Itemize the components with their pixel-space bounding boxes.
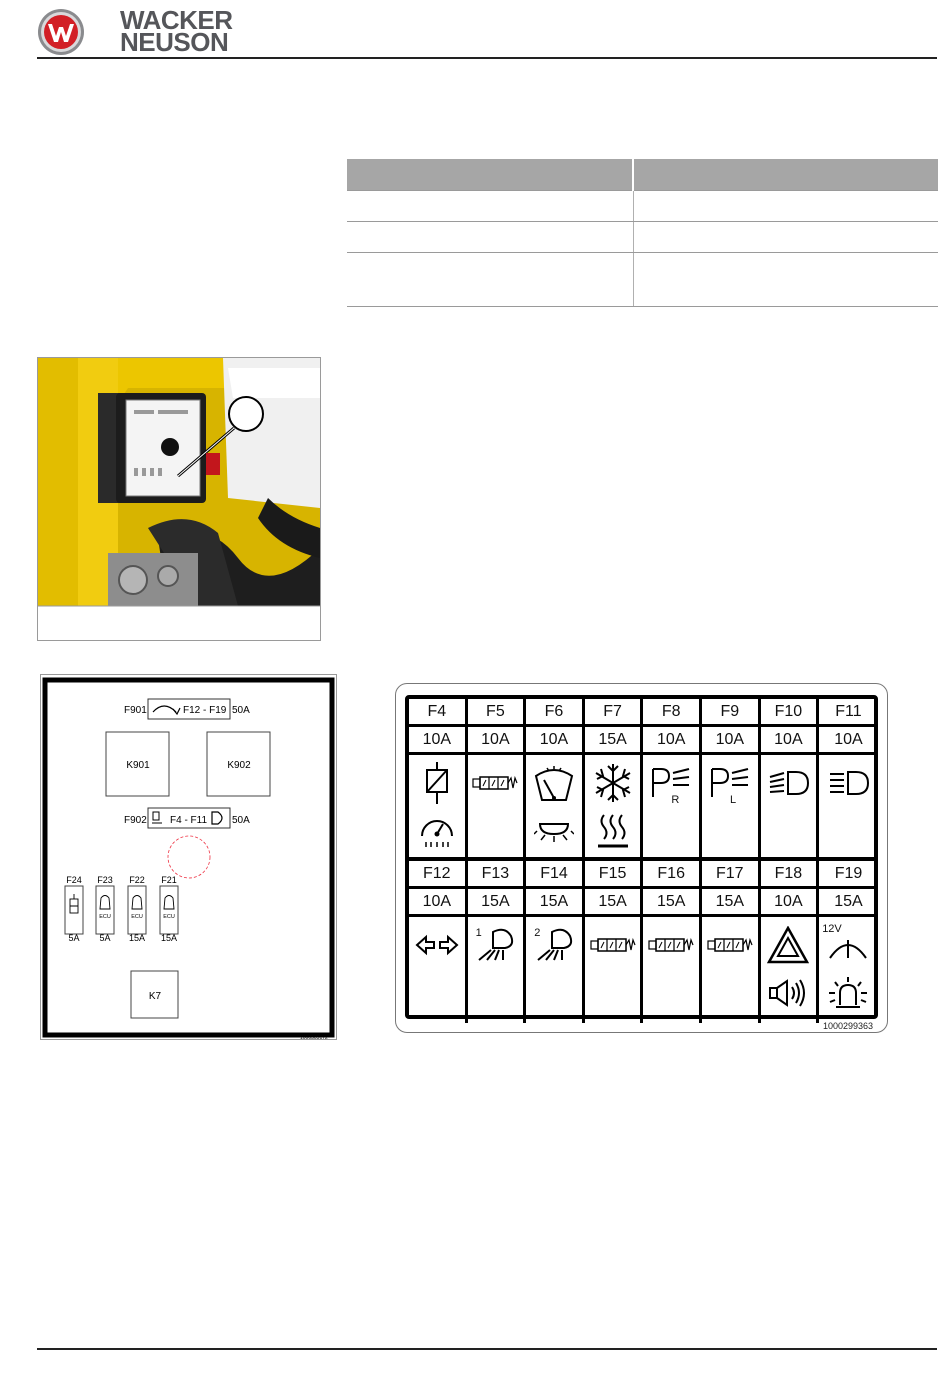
table-cell xyxy=(633,190,938,221)
fuse-rating: 10A xyxy=(819,727,878,755)
fuse-symbols xyxy=(819,921,878,1023)
fuse-f8 xyxy=(643,699,702,861)
fuse-number: F13 xyxy=(468,861,524,889)
main-fuse-2-range: F4 - F11 xyxy=(170,815,208,826)
fuse-f18 xyxy=(761,861,820,1023)
table-row xyxy=(347,252,938,306)
fuse-f19 xyxy=(819,861,878,1023)
fuse-symbols xyxy=(468,921,524,1023)
fuse-f11 xyxy=(819,699,878,861)
spec-table xyxy=(347,159,938,307)
fuse-number: F5 xyxy=(468,699,524,727)
main-fuse-1-amp: 50A xyxy=(232,705,250,716)
fuse-f12 xyxy=(409,861,468,1023)
fuse-symbols xyxy=(761,921,817,1023)
interior-light-icon xyxy=(526,807,582,855)
table-cell xyxy=(347,190,633,221)
valve-icon xyxy=(468,759,524,807)
svg-text:ECU: ECU xyxy=(99,914,111,920)
table-header-cell xyxy=(347,159,633,190)
fuse-symbol-tag: R xyxy=(671,794,680,806)
fuse-f9 xyxy=(702,699,761,861)
header-rule xyxy=(37,57,937,59)
table-header-cell xyxy=(633,159,938,190)
fuse-f6 xyxy=(526,699,585,861)
fuse-symbol-tag: 2 xyxy=(534,927,541,939)
table-row xyxy=(347,190,938,221)
fuse-number: F4 xyxy=(409,699,465,727)
fuse-symbols xyxy=(643,921,699,1023)
fuse-number: F7 xyxy=(585,699,641,727)
fuse-symbols xyxy=(585,921,641,1023)
fuse-symbol-tag: 1 xyxy=(475,927,482,939)
table-cell xyxy=(633,221,938,252)
table-cell xyxy=(347,221,633,252)
fuse-rating: 10A xyxy=(761,727,817,755)
fuse-symbols xyxy=(643,759,699,861)
svg-text:15A: 15A xyxy=(128,933,146,943)
svg-text:5A: 5A xyxy=(99,933,111,943)
main-fuse-1-label: F901 xyxy=(124,705,147,716)
fuse-symbols xyxy=(819,759,878,861)
fuse-symbol-tag: L xyxy=(730,794,737,806)
high-beam-icon xyxy=(819,759,878,807)
fuse-f16 xyxy=(643,861,702,1023)
gauge-icon xyxy=(409,807,465,855)
fuse-number: F12 xyxy=(409,861,465,889)
relay-k902: K902 xyxy=(227,760,251,771)
brand-wordmark xyxy=(120,5,233,57)
main-fuse-1-range: F12 - F19 xyxy=(183,705,227,716)
fuse-symbols xyxy=(409,759,465,861)
fuse-number: F16 xyxy=(643,861,699,889)
fuse-rating: 10A xyxy=(409,727,465,755)
fuse-number: F14 xyxy=(526,861,582,889)
fuse-f4 xyxy=(409,699,468,861)
fuse-symbols xyxy=(702,759,758,861)
fusebox-doc-code: 1000305172 xyxy=(300,1035,328,1040)
valve-icon xyxy=(702,921,758,969)
low-beam-icon xyxy=(761,759,817,807)
fuse-rating: 10A xyxy=(526,727,582,755)
fuse-box-photo xyxy=(37,357,321,641)
footer-rule xyxy=(37,1348,937,1350)
fuse-f7 xyxy=(585,699,644,861)
fuse-f13 xyxy=(468,861,527,1023)
fuse-rating: 15A xyxy=(643,889,699,917)
fuse-number: F15 xyxy=(585,861,641,889)
fuse-f5 xyxy=(468,699,527,861)
fuse-f15 xyxy=(585,861,644,1023)
fuse-number: F19 xyxy=(819,861,878,889)
relay-k901: K901 xyxy=(126,760,150,771)
svg-text:5A: 5A xyxy=(68,933,80,943)
fuse-number: F11 xyxy=(819,699,878,727)
heater-icon xyxy=(585,807,641,855)
svg-text:F23: F23 xyxy=(97,875,113,885)
fuse-rating: 10A xyxy=(468,727,524,755)
fuse-label-doc-code: 1000299363 xyxy=(823,1021,874,1031)
main-fuse-2-label: F902 xyxy=(124,815,147,826)
svg-text:ECU: ECU xyxy=(131,914,143,920)
table-row xyxy=(347,221,938,252)
fuse-f17 xyxy=(702,861,761,1023)
horn-icon xyxy=(761,969,817,1017)
fuse-rating: 10A xyxy=(702,727,758,755)
fuse-number: F9 xyxy=(702,699,758,727)
fuse-symbols xyxy=(468,759,524,861)
wiper-icon xyxy=(526,759,582,807)
svg-text:F21: F21 xyxy=(161,875,177,885)
turn-signal-icon xyxy=(409,921,465,969)
fuse-rating: 10A xyxy=(643,727,699,755)
row-separator xyxy=(409,857,874,861)
fuse-number: F6 xyxy=(526,699,582,727)
hazard-icon xyxy=(761,921,817,969)
svg-text:15A: 15A xyxy=(160,933,178,943)
fuse-rating: 15A xyxy=(702,889,758,917)
fuse-rating: 10A xyxy=(409,889,465,917)
brand-line-2: NEUSON xyxy=(120,27,229,57)
fuse-symbols xyxy=(702,921,758,1023)
fuse-symbols xyxy=(409,921,465,1023)
fuse-symbols xyxy=(585,759,641,861)
table-cell xyxy=(347,252,633,306)
fuse-rating: 15A xyxy=(585,889,641,917)
table-header-row xyxy=(347,159,938,190)
fuse-symbol-tag: 12V xyxy=(822,923,842,935)
svg-text:F24: F24 xyxy=(66,875,82,885)
wacker-neuson-logo-icon xyxy=(37,8,85,56)
fuse-rating: 15A xyxy=(819,889,878,917)
air-conditioning-icon xyxy=(585,759,641,807)
fuse-number: F17 xyxy=(702,861,758,889)
fuse-number: F8 xyxy=(643,699,699,727)
brand-line-1: WACKER xyxy=(120,5,233,35)
fuse-box-layout-diagram xyxy=(40,674,337,1040)
fuse-symbols xyxy=(761,759,817,861)
fuse-rating: 15A xyxy=(526,889,582,917)
svg-text:ECU: ECU xyxy=(163,914,175,920)
solenoid-icon xyxy=(409,759,465,807)
fuse-rating: 15A xyxy=(585,727,641,755)
fuse-symbols xyxy=(526,759,582,861)
fuse-rating: 10A xyxy=(761,889,817,917)
fuse-label xyxy=(405,695,878,1019)
fuse-rating: 15A xyxy=(468,889,524,917)
main-fuse-2-amp: 50A xyxy=(232,815,250,826)
relay-k7: K7 xyxy=(148,991,162,1002)
fuse-symbols xyxy=(526,921,582,1023)
beacon-icon xyxy=(819,969,878,1017)
fuse-number: F10 xyxy=(761,699,817,727)
table-cell xyxy=(633,252,938,306)
fuse-number: F18 xyxy=(761,861,817,889)
fuse-f10 xyxy=(761,699,820,861)
svg-text:F22: F22 xyxy=(129,875,145,885)
valve-icon xyxy=(585,921,641,969)
fuse-f14 xyxy=(526,861,585,1023)
valve-icon xyxy=(643,921,699,969)
